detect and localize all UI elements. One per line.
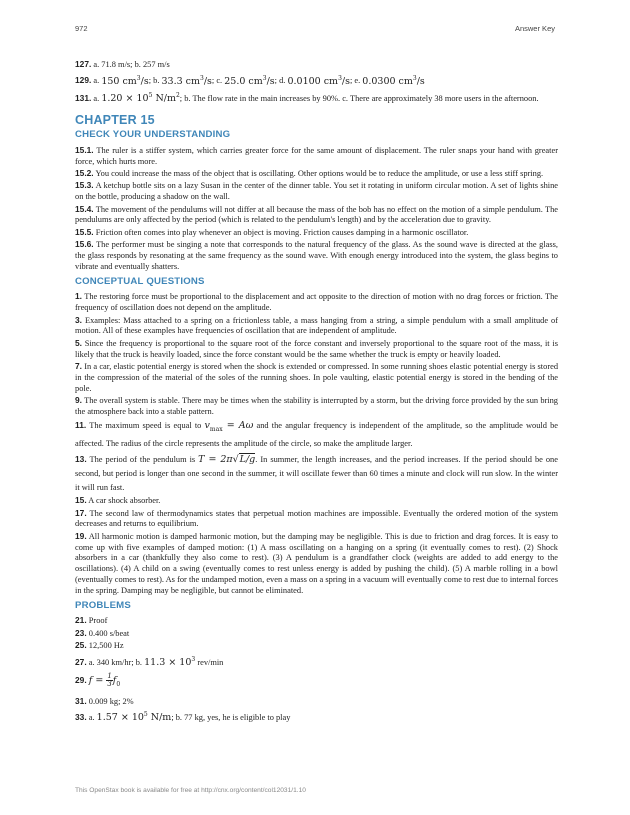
answer-text: 5	[143, 711, 148, 719]
answer-text: In summer, the length increases, and the period increases. If the period should be one second, but period is longer than one second in the summer, it will oscillate fewer than 60 times a minute and clock will run slow. In the winter it will run fast.	[75, 454, 558, 492]
answer-text: 3	[107, 680, 112, 689]
answer-text: 1.20	[101, 93, 123, 105]
answer-text: /s	[203, 75, 212, 87]
answer-text: b.	[153, 76, 160, 86]
answer-23	[75, 628, 558, 640]
math-value	[101, 93, 179, 104]
answer-text: a. 340 km/hr; b.	[88, 657, 143, 667]
answer-7	[75, 361, 558, 394]
answer-17	[75, 508, 558, 531]
answer-text: You could increase the mass of the object that is oscillating. Other options would be to reduce the amplitude, or use a less stiff spring.	[95, 169, 544, 179]
answer-number: 31.	[75, 695, 87, 706]
math-vmax	[204, 420, 254, 434]
answer-text: a.	[88, 713, 95, 723]
answer-text: c.	[216, 76, 223, 86]
answer-text: T	[198, 453, 205, 465]
answer-text: 25.0 cm	[224, 75, 263, 87]
answer-text: 3	[262, 74, 267, 82]
math-value	[101, 76, 148, 87]
answer-number: 23.	[75, 627, 87, 638]
answer-text: 5	[148, 92, 153, 100]
answer-29	[75, 670, 558, 695]
page-footer: This OpenStax book is available for free at http://cnx.org/content/col12031/1.10	[75, 787, 306, 794]
answer-text: Proof	[88, 616, 108, 626]
answer-text: In a car, elastic potential energy is stored when the shock is extended or compressed. In some running shoes elastic potential energy is stored in the compression of the material of the soles of the running shoes. In pole vaulting, elastic potential energy is stored in the bending of the pole.	[75, 361, 559, 393]
answer-number: 127.	[75, 59, 92, 69]
answer-text: ; b. 77 kg, yes, he is eligible to play	[171, 713, 291, 723]
answer-number: 15.	[75, 495, 87, 506]
answer-text: The performer must be singing a note that corresponds to the natural frequency of the glass. As the sound wave is directed at the glass, the glass responds by resonating at the same frequency as the sound wave. With enough energy introduced into the system, the glass begins to vibrate and eventually shatters.	[75, 240, 558, 271]
answer-text: 3	[191, 655, 196, 663]
answer-3	[75, 315, 558, 338]
answer-text: The restoring force must be proportional to the displacement and act opposite to the direction of motion with no drag forces or friction. The frequency of oscillation does not depend on the amplitude.	[75, 292, 558, 313]
section-title-conceptual: CONCEPTUAL QUESTIONS	[75, 275, 205, 287]
answer-text: L/g	[239, 453, 256, 465]
answer-number: 27.	[75, 656, 87, 667]
answer-text: 1.57	[96, 712, 118, 724]
math-value	[97, 712, 172, 723]
math-frequency	[88, 672, 121, 689]
answer-number: 11.	[75, 420, 87, 431]
section-title-check: CHECK YOUR UNDERSTANDING	[75, 129, 231, 141]
answer-text: a.	[93, 94, 100, 104]
answer-number: 15.1.	[75, 144, 94, 155]
answer-text: The ruler is a stiffer system, which carries greater force for the same amount of displacement. The ruler snaps your hand with greater force, which hurts more.	[75, 145, 558, 166]
answer-text: v	[204, 420, 210, 432]
answer-number: 15.6.	[75, 239, 94, 250]
answer-text: .	[255, 454, 258, 464]
math-value	[224, 76, 274, 87]
answer-text: 3	[412, 74, 417, 82]
answer-text: /s	[266, 75, 275, 87]
answer-text: N/m	[150, 712, 172, 724]
answer-content	[75, 59, 558, 725]
answer-number: 15.2.	[75, 168, 94, 179]
answer-text: Friction often comes into play whenever an object is moving. Friction causes damping in a harmonic oscillator.	[95, 227, 469, 237]
answer-number: 1.	[75, 291, 82, 302]
answer-text: /s	[416, 75, 425, 87]
section-title-problems: PROBLEMS	[75, 599, 131, 611]
answer-number: 15.3.	[75, 180, 94, 191]
answer-number: 29.	[75, 675, 87, 686]
answer-text: A car shock absorber.	[88, 496, 161, 506]
math-value	[287, 76, 350, 87]
answer-text: All harmonic motion is damped harmonic motion, but the damping may be negligible. This is due to friction and drag forces. It is easy to come up with five examples of damped motion: (1) A mass oscillating on a hanging on a spring (it eventually comes to rest). (2) Shock absorbers in a car (thankfully they also come to rest). (3) A pendulum is a grandfather clock (weights are added to add energy to the oscillations). (4) A child on a swing (eventually comes to rest unless energy is added by pushing the child). (5) A marble rolling in a bowl (eventually comes to rest). As for the undamped motion, even a mass on a spring in a vacuum will eventually come to rest due to internal forces in the spring. Damping may be negligible, but cannot be eliminated.	[75, 531, 558, 595]
answer-number: 19.	[75, 530, 87, 541]
answer-131	[75, 89, 558, 106]
answer-number: 17.	[75, 507, 87, 518]
answer-text: =	[95, 675, 104, 687]
page-header	[75, 24, 555, 36]
answer-text: a. 71.8 m/s; b. 257 m/s	[93, 60, 170, 69]
answer-text: e.	[354, 76, 361, 86]
answer-text: × 10	[125, 93, 149, 105]
running-head: Answer Key	[514, 24, 555, 33]
answer-text: max	[209, 426, 223, 434]
answer-13	[75, 452, 558, 495]
answer-text: 11.3	[144, 656, 166, 668]
math-period: T = 2π√L/g	[198, 453, 256, 465]
answer-text: N/m	[155, 93, 176, 105]
answer-text: a.	[93, 76, 100, 86]
answer-number: 3.	[75, 314, 82, 325]
answer-text: Since the frequency is proportional to the square root of the force constant and inversely proportional to the square root of the mass, it is likely that the truck is heavily loaded, since the force constant would be the same whether the truck is empty or heavily loaded.	[75, 338, 559, 359]
answer-text: f	[112, 675, 117, 687]
answer-number: 129.	[75, 75, 92, 86]
answer-33	[75, 708, 558, 725]
answer-number: 9.	[75, 394, 82, 405]
answer-number: 33.	[75, 712, 87, 723]
answer-number: 5.	[75, 337, 82, 348]
answer-129: 129. a. 150 $cm^3/s$; b. 33.3 $cm^3/s$; c. 25.0 $cm^3/s$; d. 0.0100 $cm^3/s$; e. 0.0300 $cm^3/s$	[75, 74, 425, 87]
answer-127	[75, 59, 558, 71]
answer-number: 15.4.	[75, 203, 94, 214]
answer-text: × 10	[120, 712, 144, 724]
answer-text: The maximum speed is equal to	[89, 421, 202, 431]
answer-text: × 10	[168, 656, 192, 668]
answer-text: 0.0100 cm	[287, 75, 339, 87]
answer-21	[75, 615, 558, 627]
answer-text: /s	[140, 75, 149, 87]
answer-text: The movement of the pendulums will not differ at all because the mass of the bob has no effect on the motion of a simple pendulum. The pendulums are only affected by the period (which is related to the pendulum's length) and by the acceleration due to gravity.	[75, 204, 558, 225]
answer-text: = Aω	[226, 420, 254, 432]
answer-text: = 2π	[208, 453, 233, 465]
answer-text: and the angular frequency is independent of the amplitude, so the amplitude would be affected. The radius of the circle represents the amplitude of the circle, so make the amplitude larger.	[75, 421, 558, 449]
math-value	[162, 76, 212, 87]
answer-11	[75, 418, 558, 451]
answer-19	[75, 531, 558, 597]
answer-text: ; b. The flow rate in the main increases by 90%. c. There are approximately 38 more users in the afternoon.	[179, 94, 539, 104]
answer-text: 0.400 s/beat	[88, 628, 130, 638]
answer-text: 3	[200, 74, 204, 82]
answer-15	[75, 495, 558, 507]
page-number: 972	[75, 24, 88, 33]
answer-text: A ketchup bottle sits on a lazy Susan in the center of the dinner table. You set it rotating in uniform circular motion. A set of lights shine on the bottle, producing a shadow on the wall.	[75, 181, 558, 202]
math-value	[144, 657, 195, 668]
answer-number: 131.	[75, 93, 92, 104]
answer-text: 3	[136, 74, 141, 82]
answer-15-3	[75, 180, 558, 203]
answer-number: 15.5.	[75, 226, 94, 237]
answer-number: 25.	[75, 640, 87, 651]
math-value	[362, 76, 425, 87]
answer-text: 1	[107, 672, 112, 681]
answer-text: 3	[338, 74, 342, 82]
chapter-title: CHAPTER 15	[75, 113, 155, 128]
answer-text: 33.3 cm	[161, 75, 201, 87]
answer-15-1	[75, 145, 558, 168]
answer-text: rev/min	[197, 657, 224, 667]
answer-25	[75, 640, 558, 652]
answer-text: The overall system is stable. There may be times when the stability is interrupted by a storm, but the driving force provided by the sun bring the atmosphere back into a stable pattern.	[75, 395, 558, 416]
answer-text: 0	[116, 681, 121, 689]
answer-15-6	[75, 239, 558, 272]
answer-number: 21.	[75, 615, 87, 626]
answer-27	[75, 653, 558, 670]
answer-text: The second law of thermodynamics states that perpetual motion machines are impossible. Eventually the ordered motion of the system decreases and returns to equilibrium.	[75, 508, 558, 529]
answer-text: 0.0300 cm	[362, 75, 413, 87]
answer-31	[75, 696, 558, 708]
answer-1	[75, 291, 558, 314]
answer-15-5	[75, 227, 558, 239]
answer-text: d.	[279, 76, 286, 86]
answer-text: 12,500 Hz	[88, 641, 124, 651]
answer-text: The period of the pendulum is	[89, 454, 196, 464]
answer-15-2	[75, 168, 558, 180]
answer-number: 13.	[75, 453, 87, 464]
answer-text: /s	[341, 75, 350, 87]
answer-5	[75, 338, 558, 361]
answer-text: 2	[175, 92, 180, 100]
answer-text: Examples: Mass attached to a spring on a frictionless table, a mass hanging from a string, a simple pendulum with a small amplitude of motion. All of these examples have frequencies of oscillation that are independent of amplitude.	[75, 315, 558, 336]
answer-15-4	[75, 204, 558, 227]
answer-text: 0.009 kg; 2%	[88, 696, 134, 706]
answer-9	[75, 395, 558, 418]
answer-text: f	[88, 675, 93, 687]
answer-number: 7.	[75, 360, 82, 371]
answer-text: 150 cm	[101, 75, 137, 87]
